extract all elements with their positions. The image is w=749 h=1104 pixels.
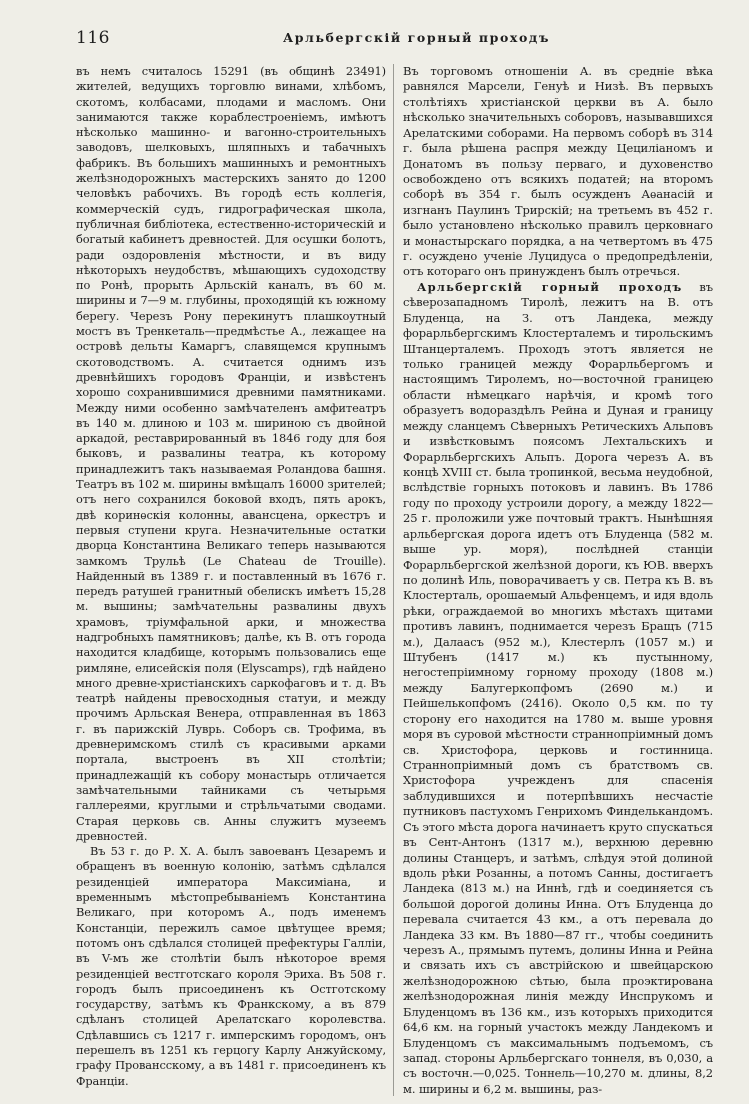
column-divider: [393, 64, 394, 1096]
paragraph-arles-councils: Въ торговомъ отношеніи А. въ средніе вѣка равнялся Марсели, Генуѣ и Низѣ. Въ первыхъ столѣтіяхъ христіанской церкви въ А. было нѣсколько значительныхъ соборовъ, называвшихся Арелатскими соборами. На первомъ соборѣ въ 314 г. была рѣшена распря между Цециліаномъ и Донатомъ въ пользу перваго, и духовенство освобождено отъ всякихъ податей; на второмъ соборѣ въ 354 г. былъ осужденъ Аѳанасій и изгнанъ Паулинъ Трирскій; на третьемъ въ 452 г. было установлено нѣсколько правилъ церковнаго и монастырскаго порядка, а на четвертомъ въ 475 г. осуждено ученіе Луцидуса о предопредѣленіи, отъ котораго онъ принужденъ былъ отречься.: [403, 64, 713, 279]
running-title: Арльбергскій горный проходъ: [282, 30, 551, 45]
page-header: [76, 28, 713, 50]
paragraph-arlberg-pass: [403, 280, 713, 1096]
right-column: [403, 64, 713, 1096]
page-number: 116: [76, 28, 110, 48]
article-headword: Арльбергскій горный проходъ: [417, 279, 683, 294]
paragraph-arles-description: въ немъ считалось 15291 (въ общинѣ 23491) жителей, ведущихъ торговлю винами, хлѣбомъ, скотомъ, колбасами, плодами и масломъ. Они занимаются также кораблестроеніемъ, имѣютъ нѣсколько машинно- и вагонно-строительныхъ заводовъ, шелковыхъ, шляпныхъ и табачныхъ фабрикъ. Въ большихъ машинныхъ и ремонтныхъ желѣзнодорожныхъ мастерскихъ занято до 1200 человѣкъ рабочихъ. Въ городѣ есть коллегія, коммерческій судъ, гидрографическая школа, публичная библіотека, естественно-историческій и богатый кабинетъ древностей. Для осушки болотъ, ради оздоровленія мѣстности, и въ виду нѣкоторыхъ неудобствъ, мѣшающихъ судоходству по Ронѣ, прорыть Арльскій каналъ, въ 60 м. ширины и 7—9 м. глубины, проходящій къ южному берегу. Черезъ Рону перекинутъ плашкоутный мостъ въ Тренкеталь—предмѣстье А., лежащее на островѣ дельты Камаргъ, славящемся крупнымъ скотоводствомъ. А. считается однимъ изъ древнѣйшихъ городовъ Франціи, и извѣстенъ хорошо сохранившимися древними памятниками. Между ними особенно замѣчателенъ амфитеатръ въ 140 м. длиною и 103 м. шириною съ двойной аркадой, реставрированный въ 1846 году для боя быковъ, и развалины театра, къ которому принадлежитъ такъ называемая Роландова башня. Театръ въ 102 м. ширины вмѣщалъ 16000 зрителей; отъ него сохранился боковой входъ, пять арокъ, двѣ коринѳскія колонны, авансцена, оркестръ и первыя ступени круга. Незначительные остатки дворца Константина Великаго теперь называются замкомъ Трульѣ (Le Chateau de Trouille). Найденный въ 1389 г. и поставленный въ 1676 г. передъ ратушей гранитный обелискъ имѣетъ 15,28 м. вышины; замѣчательны развалины двухъ храмовъ, тріумфальной арки, и множества надгробныхъ памятниковъ; далѣе, къ В. отъ города находится кладбище, которымъ пользовались еще римляне, елисейскія поля (Elyscamps), гдѣ найдено много древне-христіанскихъ саркофаговъ и т. д. Въ театрѣ найдены превосходныя статуи, и между прочимъ Арльская Венера, отправленная въ 1863 г. въ парижскій Луврь. Соборъ св. Трофима, въ древнеримскомъ стилѣ съ красивыми арками портала, выстроенъ въ XII столѣтіи; принадлежащій къ собору монастырь отличается замѣчательными тайниками съ четырьмя галлереями, круглыми и стрѣльчатыми сводами. Старая церковь св. Анны служитъ музеемъ древностей.: [76, 64, 386, 843]
paragraph-arles-history: Въ 53 г. до Р. Х. А. былъ завоеванъ Цезаремъ и обращенъ въ военную колонію, затѣмъ сдѣлался резиденціей императора Максиміана, и временнымъ мѣстопребываніемъ Константина Великаго, при которомъ А., подъ именемъ Констанціи, пережилъ самое цвѣтущее время; потомъ онъ сдѣлался столицей префектуры Галліи, въ V-мъ же столѣтіи былъ нѣкоторое время резиденціей вестготскаго короля Эриха. Въ 508 г. городъ былъ присоединенъ къ Остготскому государству, затѣмъ къ Франкскому, а въ 879 сдѣланъ столицей Арелатскаго королевства. Сдѣлавшись съ 1217 г. имперскимъ городомъ, онъ перешелъ въ 1251 къ герцогу Карлу Анжуйскому, графу Провансскому, а въ 1481 г. присоединенъ къ Франціи.: [76, 844, 386, 1088]
article-body: въ сѣверозападномъ Тиролѣ, лежитъ на В. отъ Блуденца, на З. отъ Ландека, между форарльбергскимъ Клостерталемъ и тирольскимъ Штанцерталемъ. Проходъ этотъ является не только границей между Форарльбергомъ и настоящимъ Тиролемъ, но—восточной границею области нѣмецкаго нарѣчія, и кромѣ того образуетъ водораздѣлъ Рейна и Дуная и границу между сланцемъ Сѣверныхъ Ретическихъ Альповъ и извѣстковымъ поясомъ Лехтальскихъ и Форарльбергскихъ Альпъ. Дорога черезъ А. въ концѣ XVIII ст. была тропинкой, весьма неудобной, вслѣдствіе горныхъ потоковъ и лавинъ. Въ 1786 году по проходу устроили дорогу, а между 1822—25 г. проложили уже почтовый трактъ. Нынѣшняя арльбергская дорога идетъ отъ Блуденца (582 м. выше ур. моря), послѣдней станціи Форарльбергской желѣзной дороги, къ ЮВ. вверхъ по долинѣ Иль, поворачиваетъ у св. Петра къ В. въ Клостерталь, орошаемый Альфенцемъ, и идя вдоль рѣки, ограждаемой во многихъ мѣстахъ щитами противъ лавинъ, поднимается черезъ Бращъ (715 м.), Далаасъ (952 м.), Клестерлъ (1057 м.) и Штубенъ (1417 м.) къ пустынному, негостепріимному горному проходу (1808 м.) между Балугеркопфомъ (2690 м.) и Пейшелькопфомъ (2416). Около 0,5 км. по ту сторону его находится на 1780 м. выше уровня моря въ суровой мѣстности страннопріимный домъ св. Христофора, церковь и гостинница. Страннопріимный домъ съ братствомъ св. Христофора учрежденъ для спасенія заблудившихся и потерпѣвшихъ несчастіе путниковъ пастухомъ Генрихомъ Финделькандомъ. Съ этого мѣста дорога начинаетъ круто спускаться въ Сент-Антонъ (1317 м.), верхнюю деревню долины Станцеръ, и затѣмъ, слѣдуя этой долиной вдоль рѣки Розанны, а потомъ Санны, достигаетъ Ландека (813 м.) на Иннѣ, гдѣ и соединяется съ большой дорогой долины Инна. Отъ Блуденца до перевала считается 43 км., а отъ перевала до Ландека 33 км. Въ 1880—87 гг., чтобы соединить черезъ А., прямымъ путемъ, долины Инна и Рейна и связать ихъ съ австрійскою и швейцарскою желѣзнодорожною сѣтью, была проэктирована желѣзнодорожная линія между Инспрукомъ и Блуденцомъ въ 136 км., изъ которыхъ приходится 64,6 км. на горный участокъ между Ландекомъ и Блуденцомъ съ максимальнымъ подъемомъ, съ запад. стороны Арльбергскаго тоннеля, въ 0,030, а съ восточн.—0,025. Тоннель—10,270 м. длины, 8,2 м. ширины и 6,2 м. вышины, раз-: [403, 279, 713, 1096]
left-column: [76, 64, 386, 1096]
text-columns: [76, 64, 713, 1096]
